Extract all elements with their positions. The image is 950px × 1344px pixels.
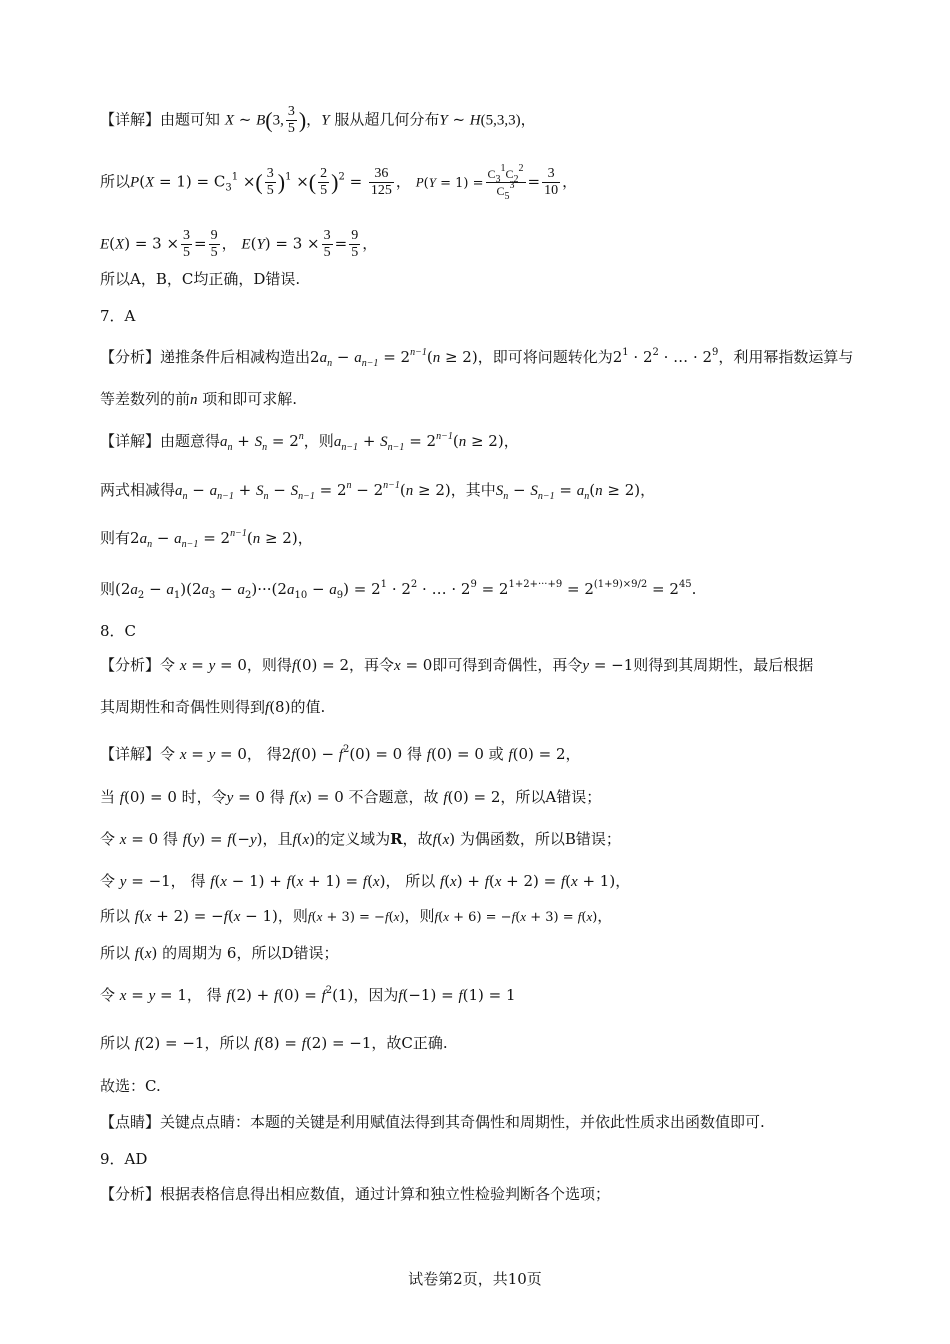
text: ，则 [303, 432, 334, 450]
q8-analysis-line1: 【分析】令 x = y = 0，则得f(0) = 2，再令x = 0即可得到奇偶性，再令y = −1则得到其周期性，最后根据 [100, 656, 814, 674]
text: 递推条件后相减构造出 [160, 348, 311, 366]
text: ，所以D错误； [236, 944, 339, 962]
text: ，故C正确. [371, 1034, 448, 1052]
text: 得 [407, 745, 423, 763]
text: 令 [100, 872, 116, 890]
text: ，其中 [450, 481, 496, 499]
detail-label: 【详解】 [100, 110, 161, 129]
text: 令 [160, 656, 176, 674]
analysis-label: 【分析】 [100, 656, 161, 674]
analysis-label: 【分析】 [100, 1185, 161, 1203]
q7-analysis-line1: 【分析】递推条件后相减构造出$2a_n - a_{n-1} = 2^{n-1}(n \ge 2)$，即可将问题转化为$2^1 \cdot 2^2$ · … · $2^9$，利用幂指数运算与 [100, 347, 854, 369]
q8-detail-line4: 令 y = −1， 得 f(x − 1) + f(x + 1) = f(x)， 所以 f(x) + f(x + 2) = f(x + 1)， [100, 872, 631, 890]
q9-answer: 9．AD [100, 1150, 148, 1168]
text: 所以 [100, 907, 131, 925]
text: 得 [162, 830, 178, 848]
text: ，则得 [246, 656, 292, 674]
q8-analysis-line2: 其周期性和奇偶性则得到f(8)的值. [100, 698, 326, 716]
q7-detail-line1: 【详解】由题意得$a_n + S_n = 2^n$，则$a_{n-1} + S_{n-1} = 2^{n-1}(n \ge 2)$， [100, 431, 519, 453]
text: 的定义域为 [315, 830, 391, 848]
q8-detail-line8: 所以 f(2) = −1，所以 f(8) = f(2) = −1，故C正确. [100, 1034, 448, 1052]
text: 由题意得 [160, 432, 221, 450]
text: 等差数列的前 [100, 390, 191, 408]
text: 时，令 [181, 788, 227, 806]
q8-choose: 故选：C. [100, 1077, 161, 1095]
q6-expect-line: E(X) = 3 × $\frac{3}{5}$ = $\frac{9}{5}$ ， E(Y) = 3 × $\frac{3}{5}$ = $\frac{9}{5}$ ， [100, 228, 378, 260]
text: 得 [269, 788, 285, 806]
q8-remark [100, 1111, 860, 1133]
text: 所以 [405, 872, 436, 890]
q8-answer: 8．C [100, 622, 137, 640]
text: ，再令 [349, 656, 395, 674]
analysis-text: 根据表格信息得出相应数值，通过计算和独立性检验判断各个选项； [160, 1185, 611, 1203]
q6-conclusion: 所以A，B，C均正确，D错误. [100, 270, 301, 288]
text: 得 [266, 745, 282, 763]
q6-detail-line: 【详解】由题可知 X ~ B(3, $\frac{3}{5}$ )，Y 服从超几何分布Y ~ H(5,3,3)， [100, 104, 536, 136]
text: ，因为 [353, 986, 399, 1004]
text: 两式相减得 [100, 481, 176, 499]
text: 为偶函数，所以B错误； [459, 830, 621, 848]
hyper-text: 服从超几何分布 [334, 110, 440, 129]
text: ，即可将问题转化为 [477, 348, 613, 366]
text: 则得到其周期性，最后根据 [633, 656, 814, 674]
text: ，则 [277, 907, 308, 925]
remark-label: 【点睛】 [100, 1113, 161, 1131]
remark-text: 关键点点睛：本题的关键是利用赋值法得到其奇偶性和周期性，并依此性质求出函数值即可. [160, 1113, 765, 1131]
text: 或 [488, 745, 504, 763]
text: ，且 [262, 830, 293, 848]
q7-detail-line4: 则$(2a_2 - a_1)(2a_3 - a_2)\cdot\cdot\cdot(2a_{10} - a_9) = 2^1 \cdot 2^2$ · … · $2^9 = 2^{1+2+\cdot\cdot\cdot+9} = 2^{(1+9)\times 9/2} = 2^{45}$. [100, 579, 697, 601]
period-value: 6 [226, 944, 237, 962]
detail-text: 由题可知 [160, 110, 221, 129]
text: 得 [206, 986, 222, 1004]
text: 令 [100, 830, 116, 848]
text: 的值. [290, 698, 326, 716]
text: 则有 [100, 529, 131, 547]
q8-detail-line2: 当 f(0) = 0 时，令y = 0 得 f(x) = 0 不合题意，故 f(0) = 2，所以A错误； [100, 788, 602, 806]
text: 令 [160, 745, 176, 763]
text: 的周期为 [162, 944, 223, 962]
text: ，利用幂指数运算与 [718, 348, 854, 366]
q8-detail-line6: 所以 f(x) 的周期为 6，所以D错误； [100, 944, 339, 962]
analysis-label: 【分析】 [100, 348, 161, 366]
detail-label: 【详解】 [100, 432, 161, 450]
text: ，故 [402, 830, 433, 848]
text: 所以 [100, 1034, 131, 1052]
so-text: 所以 [100, 172, 131, 191]
q7-analysis-line2: 等差数列的前n 项和即可求解. [100, 390, 298, 408]
q8-detail-line1: 【详解】令 x = y = 0， 得$2f(0) - f^2(0) = 0$ 得 f(0) = 0 或 f(0) = 2， [100, 744, 581, 763]
text: 其周期性和奇偶性则得到 [100, 698, 266, 716]
text: 所以 [100, 944, 131, 962]
q8-detail-line7: 令 x = y = 1， 得 $f(2) + f(0) = f^2(1)$，因为f(−1) = f(1) = 1 [100, 985, 516, 1004]
q8-detail-line3: 令 x = 0 得 f(y) = f(−y)，且f(x)的定义域为R，故f(x) 为偶函数，所以B错误； [100, 830, 621, 848]
text: ，所以 [204, 1034, 250, 1052]
text: ，所以A错误； [500, 788, 602, 806]
text: 得 [190, 872, 206, 890]
q6-prob-line: 所以$P(X = 1) = C_3^1$ ×( $\frac{3}{5}$ )$^1$ ×( $\frac{2}{5}$ )$^2$ = $\frac{36}{125}$ ， P(Y = 1) = $\frac{C_3^1C_2^2}{C_5^3}$ = $\frac{3}{10}$ ， [100, 163, 578, 202]
q8-detail-line5: 所以 f(x + 2) = −f(x − 1)，则f(x + 3) = −f(x)，则f(x + 6) = −f(x + 3) = f(x)， [100, 907, 613, 925]
text: 即可得到奇偶性，再令 [432, 656, 583, 674]
text: 项和即可求解. [202, 390, 298, 408]
detail-label: 【详解】 [100, 745, 161, 763]
page-footer: 试卷第2页，共10页 [408, 1270, 542, 1288]
text: 不合题意，故 [348, 788, 439, 806]
text: 当 [100, 788, 116, 806]
q7-answer: 7．A [100, 307, 136, 325]
text: 则 [100, 580, 116, 598]
q9-analysis [100, 1183, 860, 1205]
text: 令 [100, 986, 116, 1004]
text: ，则 [404, 907, 435, 925]
q7-detail-line2: 两式相减得$a_n - a_{n-1} + S_n - S_{n-1} = 2^n - 2^{n-1}(n \ge 2)$，其中$S_n - S_{n-1} = a_n(n \ge 2)$， [100, 480, 656, 502]
q7-detail-line3: 则有$2a_n - a_{n-1} = 2^{n-1}(n \ge 2)$， [100, 528, 313, 550]
